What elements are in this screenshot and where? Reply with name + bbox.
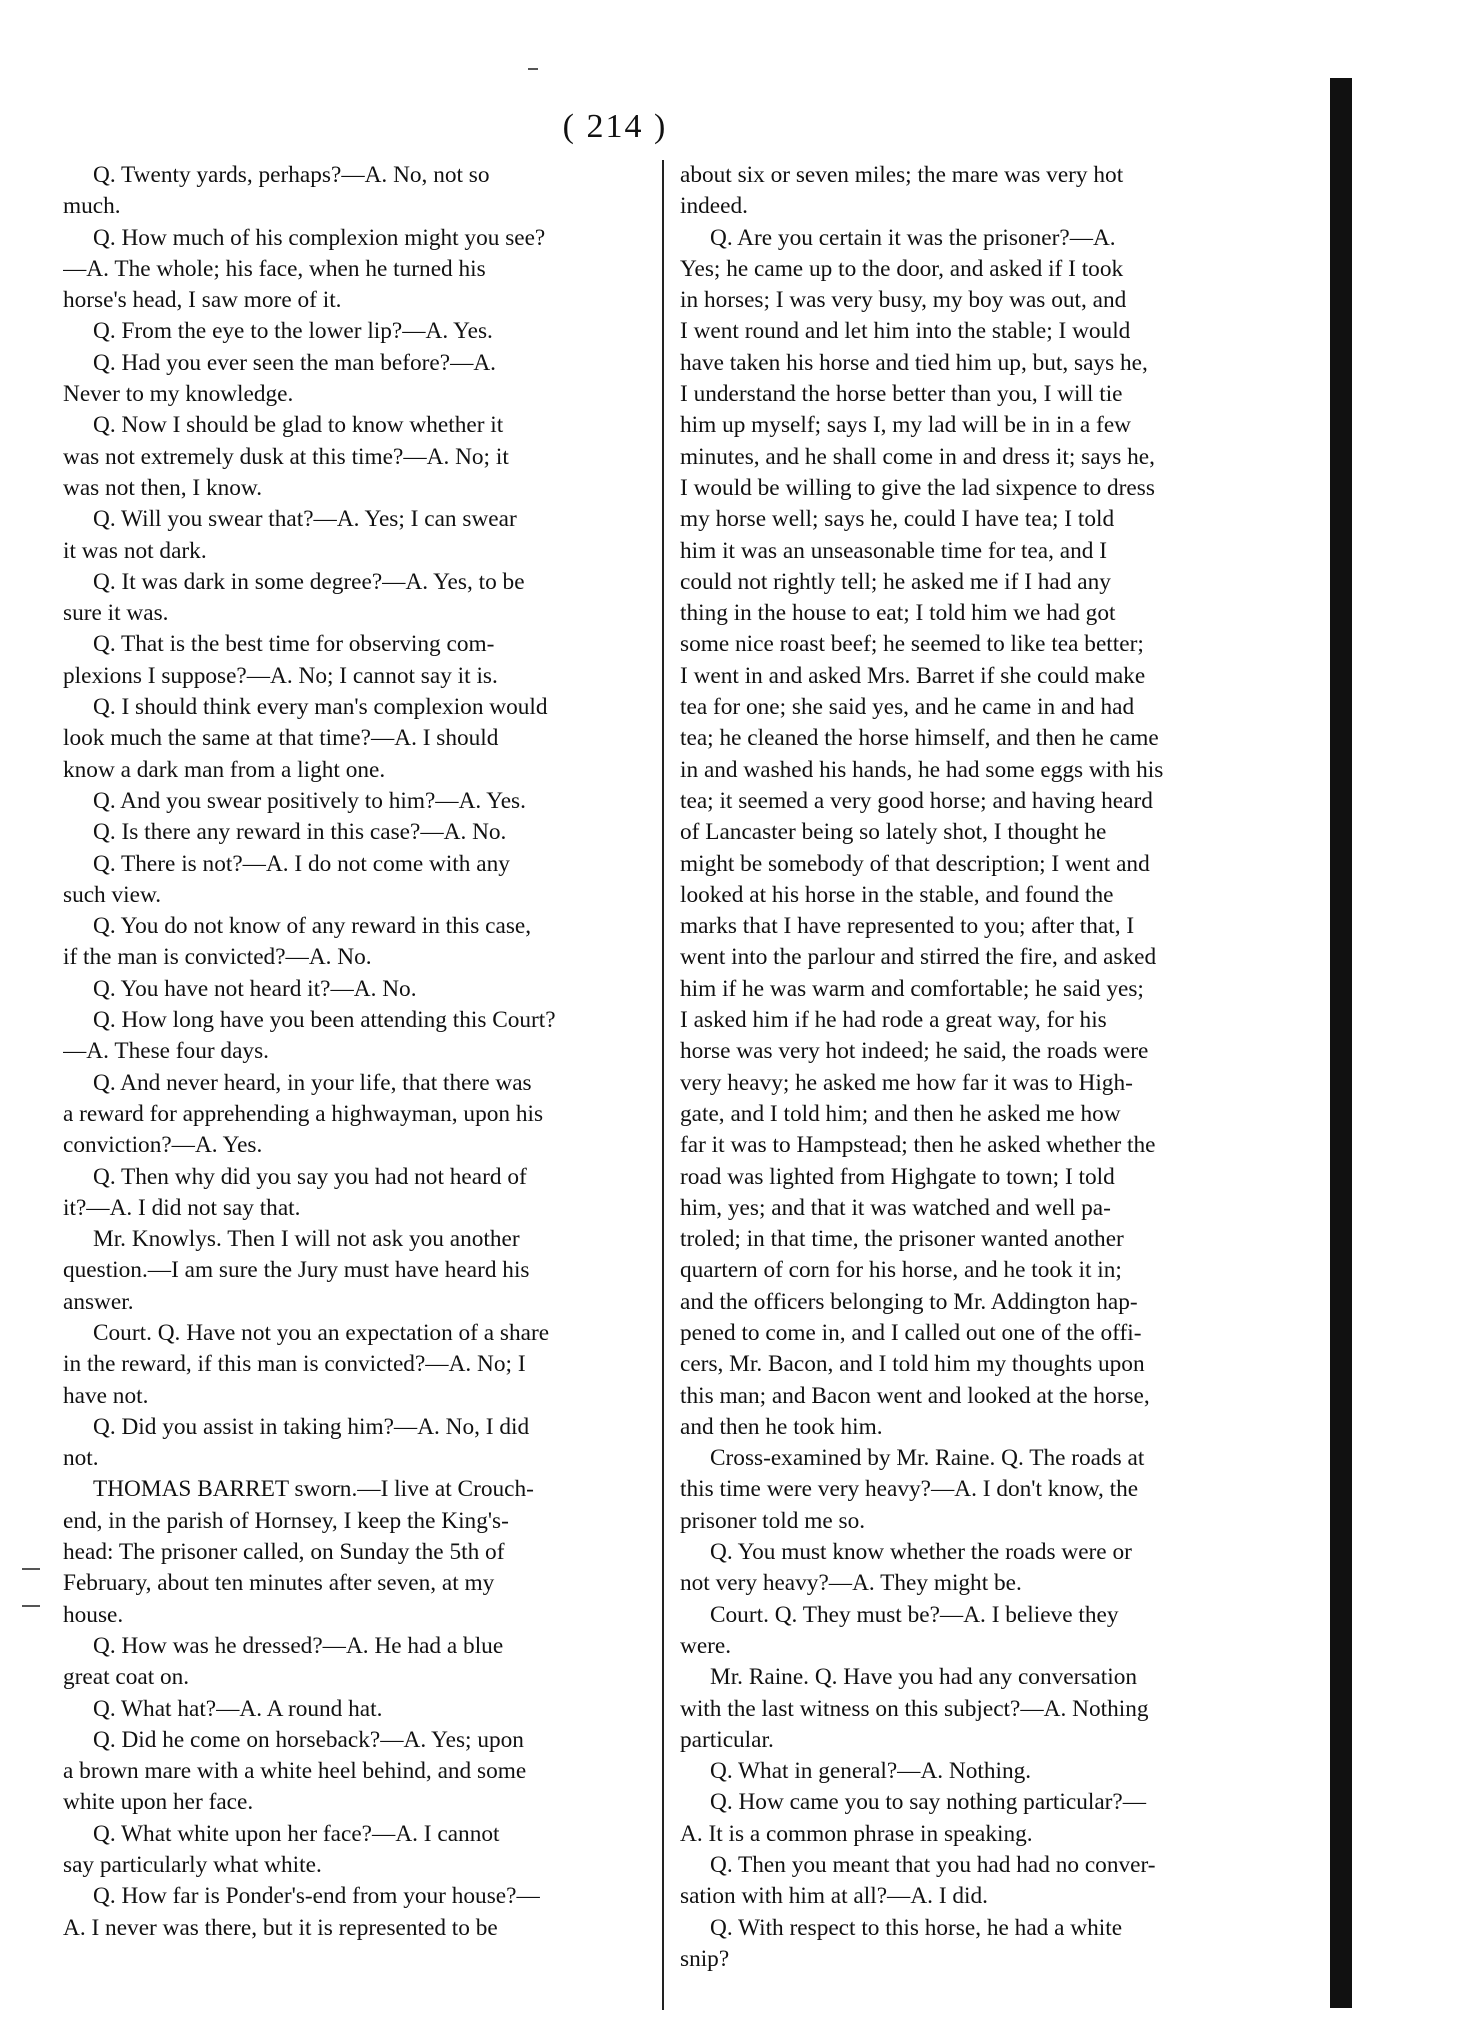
text-line: horse's head, I saw more of it. bbox=[63, 287, 342, 314]
text-line: Yes; he came up to the door, and asked if I took bbox=[680, 255, 1124, 282]
text-line: Q. Then you meant that you had had no conver- bbox=[710, 1852, 1156, 1879]
text-line: I understand the horse better than you, I will tie bbox=[680, 381, 1123, 408]
text-line: great coat on. bbox=[63, 1664, 190, 1691]
text-line: have not. bbox=[63, 1382, 149, 1409]
text-line: Q. I should think every man's complexion would bbox=[93, 694, 548, 721]
text-line: look much the same at that time?—A. I should bbox=[63, 725, 499, 752]
text-line: I went round and let him into the stable; I would bbox=[680, 318, 1131, 345]
text-line: head: The prisoner called, on Sunday the 5th of bbox=[63, 1539, 505, 1566]
text-line: Q. Twenty yards, perhaps?—A. No, not so bbox=[93, 162, 490, 188]
text-line: end, in the parish of Hornsey, I keep the King's- bbox=[63, 1507, 509, 1534]
text-line: was not then, I know. bbox=[63, 474, 263, 501]
margin-mark bbox=[22, 1605, 40, 1607]
text-line: Q. What hat?—A. A round hat. bbox=[93, 1695, 383, 1722]
text-line: Q. It was dark in some degree?—A. Yes, to be bbox=[93, 568, 525, 595]
text-line: him up myself; says I, my lad will be in in a few bbox=[680, 412, 1131, 439]
text-line: Q. From the eye to the lower lip?—A. Yes. bbox=[93, 318, 493, 345]
text-line: Q. And never heard, in your life, that there was bbox=[93, 1069, 532, 1096]
text-line: A. It is a common phrase in speaking. bbox=[680, 1820, 1033, 1847]
text-line: —A. These four days. bbox=[63, 1038, 269, 1065]
text-line: white upon her face. bbox=[63, 1789, 254, 1816]
text-line: Q. You have not heard it?—A. No. bbox=[93, 975, 417, 1002]
text-line: indeed. bbox=[680, 193, 748, 220]
text-line: Q. How long have you been attending this Court? bbox=[93, 1007, 556, 1034]
text-line: question.—I am sure the Jury must have heard his bbox=[63, 1257, 530, 1284]
text-line: Q. Had you ever seen the man before?—A. bbox=[93, 349, 497, 376]
text-line: minutes, and he shall come in and dress it; says he, bbox=[680, 443, 1155, 470]
text-line: house. bbox=[63, 1601, 124, 1628]
text-line: tea for one; she said yes, and he came in and had bbox=[680, 694, 1135, 721]
page-edge-shadow bbox=[1330, 78, 1352, 2008]
text-line: was not extremely dusk at this time?—A. No; it bbox=[63, 443, 509, 470]
text-line: some nice roast beef; he seemed to like tea better; bbox=[680, 631, 1144, 658]
text-line: marks that I have represented to you; after that, I bbox=[680, 913, 1135, 940]
text-line: very heavy; he asked me how far it was to High- bbox=[680, 1069, 1133, 1096]
text-line: gate, and I told him; and then he asked me how bbox=[680, 1100, 1121, 1127]
text-line: Q. You do not know of any reward in this case, bbox=[93, 913, 532, 940]
text-line: Q. Then why did you say you had not heard of bbox=[93, 1163, 527, 1190]
text-line: a reward for apprehending a highwayman, upon his bbox=[63, 1100, 544, 1127]
text-line: Mr. Knowlys. Then I will not ask you another bbox=[93, 1226, 520, 1253]
text-line: road was lighted from Highgate to town; I told bbox=[680, 1163, 1115, 1190]
text-line: conviction?—A. Yes. bbox=[63, 1132, 263, 1159]
text-line: much. bbox=[63, 193, 121, 220]
text-line: went into the parlour and stirred the fire, and asked bbox=[680, 944, 1157, 971]
text-line: Q. That is the best time for observing com- bbox=[93, 631, 495, 658]
text-line: Q. Will you swear that?—A. Yes; I can swear bbox=[93, 506, 517, 533]
text-line: it was not dark. bbox=[63, 537, 207, 564]
text-line: sation with him at all?—A. I did. bbox=[680, 1883, 988, 1910]
text-line: him it was an unseasonable time for tea, and I bbox=[680, 537, 1107, 564]
text-line: in the reward, if this man is convicted?—A. No; I bbox=[63, 1351, 526, 1378]
text-line: tea; he cleaned the horse himself, and then he came bbox=[680, 725, 1159, 752]
text-line: this time were very heavy?—A. I don't know, the bbox=[680, 1476, 1139, 1503]
text-line: Q. How was he dressed?—A. He had a blue bbox=[93, 1632, 504, 1659]
text-line: could not rightly tell; he asked me if I had any bbox=[680, 568, 1111, 595]
text-line: Q. Is there any reward in this case?—A. No. bbox=[93, 819, 507, 846]
text-line: Q. How much of his complexion might you see? bbox=[93, 224, 546, 251]
text-line: it?—A. I did not say that. bbox=[63, 1194, 301, 1221]
text-line: a brown mare with a white heel behind, and some bbox=[63, 1758, 527, 1785]
text-line: quartern of corn for his horse, and he took it in; bbox=[680, 1257, 1122, 1284]
text-line: know a dark man from a light one. bbox=[63, 756, 386, 783]
text-line: —A. The whole; his face, when he turned his bbox=[63, 255, 486, 282]
text-line: pened to come in, and I called out one of the offi- bbox=[680, 1319, 1142, 1346]
text-line: troled; in that time, the prisoner wanted another bbox=[680, 1226, 1124, 1253]
left-column bbox=[63, 160, 663, 1944]
text-line: tea; it seemed a very good horse; and having heard bbox=[680, 787, 1153, 814]
text-line: February, about ten minutes after seven, at my bbox=[63, 1570, 495, 1597]
text-line: snip? bbox=[680, 1945, 730, 1972]
text-line: Court. Q. Have not you an expectation of a share bbox=[93, 1319, 550, 1346]
text-line: Q. Did he come on horseback?—A. Yes; upon bbox=[93, 1726, 524, 1753]
text-line: and then he took him. bbox=[680, 1413, 883, 1440]
text-line: Q. Are you certain it was the prisoner?—A. bbox=[710, 224, 1116, 251]
text-line: if the man is convicted?—A. No. bbox=[63, 944, 372, 971]
text-line: thing in the house to eat; I told him we had got bbox=[680, 600, 1116, 627]
text-line: particular. bbox=[680, 1726, 774, 1753]
text-line: this man; and Bacon went and looked at the horse, bbox=[680, 1382, 1150, 1409]
text-line: Court. Q. They must be?—A. I believe they bbox=[710, 1601, 1119, 1628]
text-line: were. bbox=[680, 1632, 732, 1659]
text-line: I would be willing to give the lad sixpence to dress bbox=[680, 474, 1155, 501]
text-line: him, yes; and that it was watched and well pa- bbox=[680, 1194, 1111, 1221]
text-line: Q. How came you to say nothing particular?— bbox=[710, 1789, 1147, 1816]
text-line: Q. You must know whether the roads were or bbox=[710, 1539, 1132, 1566]
text-line: in and washed his hands, he had some eggs with his bbox=[680, 756, 1164, 783]
page-number: ( 214 ) bbox=[562, 108, 668, 145]
column-rule bbox=[662, 160, 664, 2010]
text-line: looked at his horse in the stable, and found the bbox=[680, 881, 1114, 908]
right-column bbox=[680, 160, 1280, 1975]
text-line: Q. There is not?—A. I do not come with any bbox=[93, 850, 510, 877]
text-line: in horses; I was very busy, my boy was out, and bbox=[680, 287, 1127, 314]
text-line: have taken his horse and tied him up, but, says he, bbox=[680, 349, 1148, 376]
text-line: A. I never was there, but it is represented to be bbox=[63, 1914, 498, 1941]
text-line: Never to my knowledge. bbox=[63, 381, 294, 408]
text-line: with the last witness on this subject?—A. Nothing bbox=[680, 1695, 1149, 1722]
text-line: Mr. Raine. Q. Have you had any conversation bbox=[710, 1664, 1137, 1691]
text-line: I went in and asked Mrs. Barret if she could make bbox=[680, 662, 1146, 689]
text-line: such view. bbox=[63, 881, 162, 908]
text-line: cers, Mr. Bacon, and I told him my thoughts upon bbox=[680, 1351, 1145, 1378]
text-line: Cross-examined by Mr. Raine. Q. The roads at bbox=[710, 1445, 1145, 1472]
text-line: Q. And you swear positively to him?—A. Yes. bbox=[93, 787, 526, 814]
text-line: plexions I suppose?—A. No; I cannot say it is. bbox=[63, 662, 498, 689]
text-line: answer. bbox=[63, 1288, 134, 1315]
text-line: horse was very hot indeed; he said, the roads were bbox=[680, 1038, 1149, 1065]
text-line: Q. What in general?—A. Nothing. bbox=[710, 1758, 1032, 1785]
text-line: Q. How far is Ponder's-end from your house?— bbox=[93, 1883, 540, 1910]
text-line: sure it was. bbox=[63, 600, 169, 627]
top-smudge bbox=[528, 68, 538, 70]
text-line: I asked him if he had rode a great way, for his bbox=[680, 1007, 1107, 1034]
text-line: far it was to Hampstead; then he asked whether the bbox=[680, 1132, 1156, 1159]
text-line: Q. What white upon her face?—A. I cannot bbox=[93, 1820, 500, 1847]
text-line: not very heavy?—A. They might be. bbox=[680, 1570, 1022, 1597]
text-line: might be somebody of that description; I went and bbox=[680, 850, 1150, 877]
text-line: not. bbox=[63, 1445, 99, 1472]
text-line: about six or seven miles; the mare was very hot bbox=[680, 162, 1124, 188]
text-line: my horse well; says he, could I have tea; I told bbox=[680, 506, 1115, 533]
text-line: Q. With respect to this horse, he had a white bbox=[710, 1914, 1123, 1941]
text-line: and the officers belonging to Mr. Addington hap- bbox=[680, 1288, 1138, 1315]
text-line: him if he was warm and comfortable; he said yes; bbox=[680, 975, 1144, 1002]
text-line: Q. Now I should be glad to know whether it bbox=[93, 412, 504, 439]
text-line: of Lancaster being so lately shot, I thought he bbox=[680, 819, 1107, 846]
text-line: Q. Did you assist in taking him?—A. No, I did bbox=[93, 1413, 530, 1440]
text-line: THOMAS BARRET sworn.—I live at Crouch- bbox=[93, 1476, 534, 1503]
text-line: say particularly what white. bbox=[63, 1852, 322, 1879]
text-line: prisoner told me so. bbox=[680, 1507, 866, 1534]
margin-mark bbox=[22, 1568, 40, 1570]
